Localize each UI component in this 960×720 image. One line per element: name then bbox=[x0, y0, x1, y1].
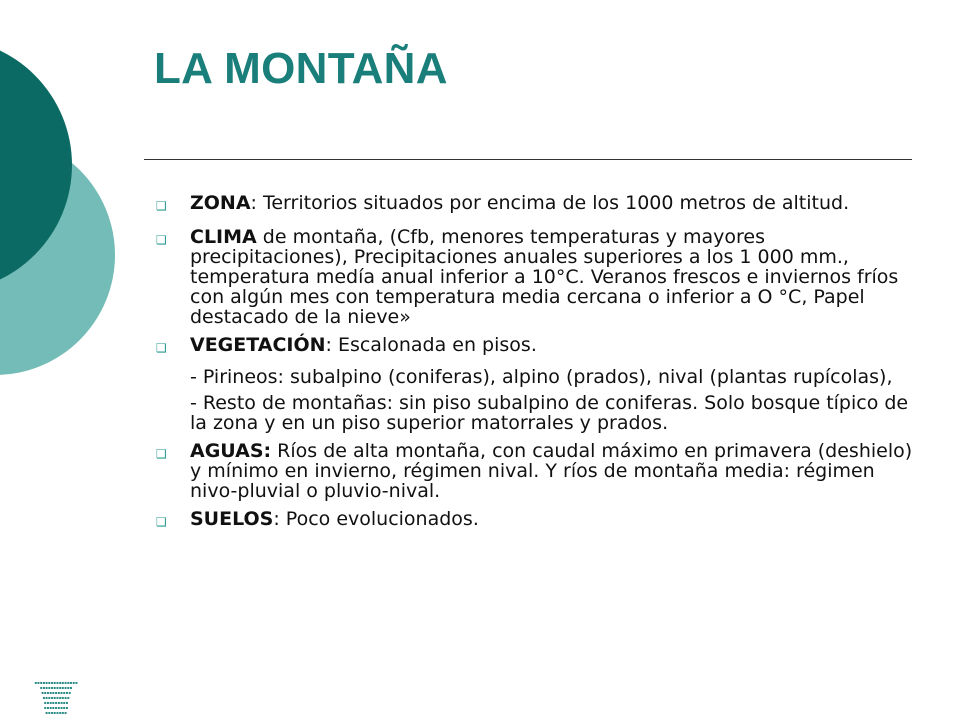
footer-credits-mark: ▪▪▪▪▪▪▪▪▪▪▪▪▪▪▪▪ ▪▪▪▪▪▪▪▪▪▪▪▪ ▪▪▪▪▪▪▪▪▪▪▪ ▪▪▪▪▪▪▪▪▪▪ ▪▪▪▪▪▪▪▪▪ ▪▪▪▪▪▪▪▪▪ ▪▪▪▪▪▪▪▪ bbox=[34, 680, 78, 715]
bullet-suelos bbox=[156, 509, 916, 535]
bullet-body: : Poco evolucionados. bbox=[273, 508, 479, 530]
bullet-square-icon: ❑ bbox=[156, 233, 167, 247]
bullet-label: SUELOS bbox=[190, 508, 274, 530]
bullet-text bbox=[190, 509, 479, 529]
bullet-text bbox=[190, 193, 849, 213]
bullet-square-icon: ❑ bbox=[156, 447, 167, 461]
bullet-square-icon: ❑ bbox=[156, 199, 167, 213]
bullet-vegetacion bbox=[156, 335, 916, 361]
bullet-square-icon: ❑ bbox=[156, 341, 167, 355]
vegetacion-resto bbox=[156, 393, 916, 433]
bullet-body: : Escalonada en pisos. bbox=[325, 334, 537, 356]
bullet-text bbox=[190, 335, 537, 355]
bullet-body: Ríos de alta montaña, con caudal máximo en primavera (deshielo) y mínimo en invierno, régimen nival. Y ríos de montaña media: régimen nivo-pluvial o pluvio-nival. bbox=[190, 440, 913, 502]
slide-content bbox=[156, 193, 916, 543]
bullet-label: AGUAS: bbox=[190, 440, 272, 462]
bullet-body: de montaña, (Cfb, menores temperaturas y mayores precipitaciones), Precipitaciones anuales superiores a los 1 000 mm., temperatura medía anual inferior a 10°C. Veranos frescos e inviernos fríos con algún mes con temperatura media cercana o inferior a O °C, Papel destacado de la nieve» bbox=[190, 226, 899, 328]
title-divider bbox=[144, 159, 912, 160]
vegetacion-pirineos bbox=[156, 367, 916, 387]
bullet-label: CLIMA bbox=[190, 226, 257, 248]
bullet-zona bbox=[156, 193, 916, 219]
continuation-text: - Pirineos: subalpino (coniferas), alpino (prados), nival (plantas rupícolas), bbox=[190, 366, 893, 388]
bullet-aguas bbox=[156, 441, 916, 501]
bullet-text bbox=[190, 227, 916, 327]
slide-title: LA MONTAÑA bbox=[154, 44, 448, 93]
bullet-body: : Territorios situados por encima de los 1000 metros de altitud. bbox=[250, 192, 850, 214]
bullet-label: VEGETACIÓN bbox=[190, 334, 326, 356]
bullet-square-icon: ❑ bbox=[156, 515, 167, 529]
bullet-label: ZONA bbox=[190, 192, 251, 214]
bullet-clima bbox=[156, 227, 916, 327]
decorative-circles bbox=[0, 0, 120, 400]
continuation-text: - Resto de montañas: sin piso subalpino de coniferas. Solo bosque típico de la zona y en un piso superior matorrales y prados. bbox=[190, 392, 909, 434]
bullet-text bbox=[190, 441, 916, 501]
